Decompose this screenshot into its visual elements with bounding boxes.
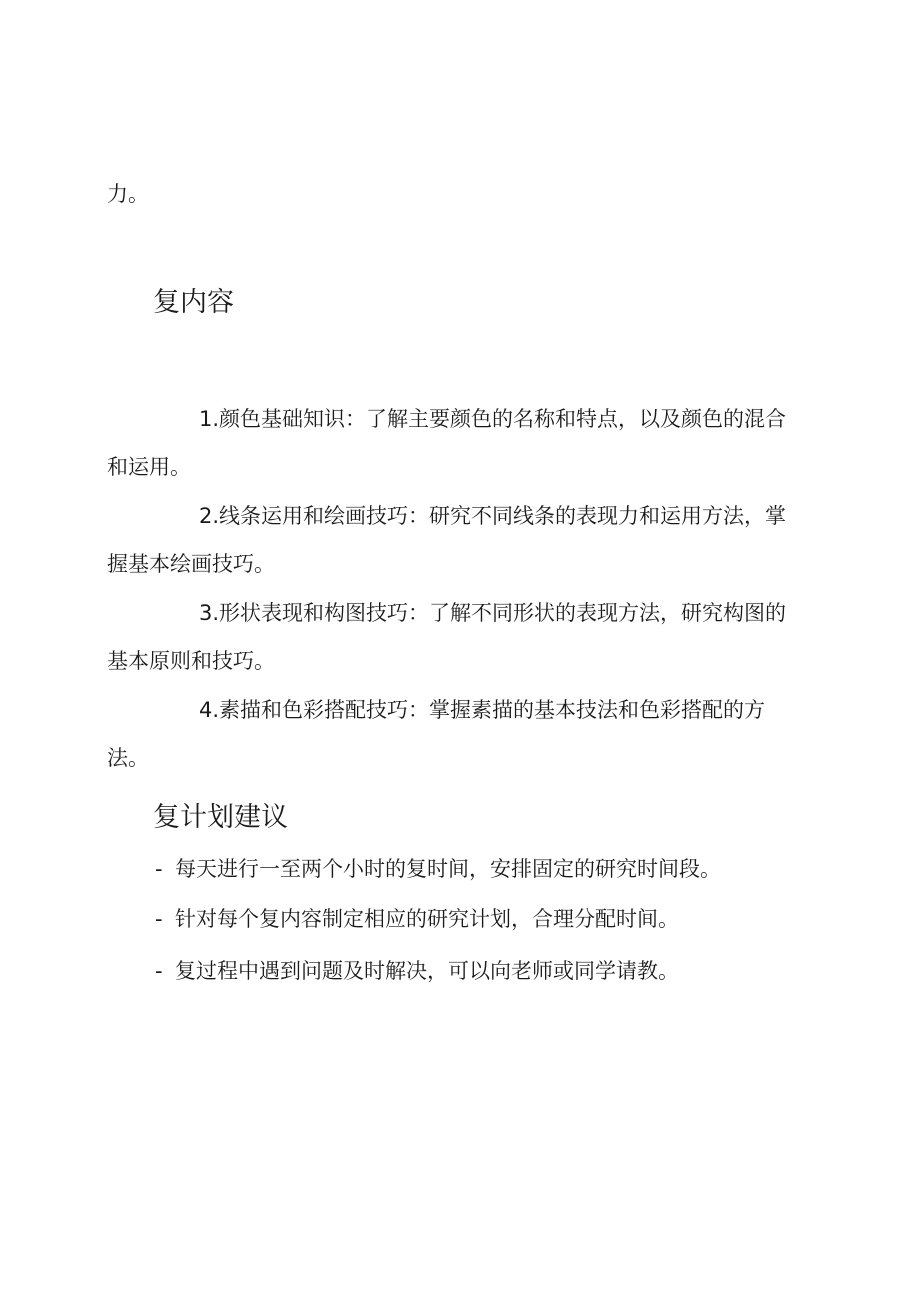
content-list-item bbox=[107, 686, 807, 782]
bullet-text: 复过程中遇到问题及时解决，可以向老师或同学请教。 bbox=[175, 959, 679, 983]
bullet-text: 每天进行一至两个小时的复时间，安排固定的研究时间段。 bbox=[175, 857, 721, 881]
list-item-text: .线条运用和绘画技巧：研究不同线条的表现力和运用方法，掌握基本绘画技巧。 bbox=[107, 504, 787, 576]
list-item-text: .颜色基础知识：了解主要颜色的名称和特点，以及颜色的混合和运用。 bbox=[107, 407, 787, 479]
section-heading-content: 复内容 bbox=[153, 287, 234, 318]
list-item-text: .形状表现和构图技巧：了解不同形状的表现方法，研究构图的基本原则和技巧。 bbox=[107, 601, 787, 673]
list-item-number: 3 bbox=[199, 601, 213, 625]
bullet-marker: - bbox=[155, 959, 163, 983]
content-list-item bbox=[107, 492, 807, 588]
plan-bullet-item bbox=[155, 853, 721, 885]
bullet-marker: - bbox=[155, 857, 163, 881]
content-list-item bbox=[107, 589, 807, 685]
bullet-text: 针对每个复内容制定相应的研究计划，合理分配时间。 bbox=[175, 907, 679, 931]
list-item-number: 2 bbox=[199, 504, 213, 528]
bullet-marker: - bbox=[155, 907, 163, 931]
plan-bullet-item bbox=[155, 955, 679, 987]
content-list-item bbox=[107, 395, 807, 491]
section-heading-plan: 复计划建议 bbox=[153, 802, 288, 833]
list-item-number: 4 bbox=[199, 698, 213, 722]
continuation-text: 力。 bbox=[107, 182, 149, 206]
list-item-text: .素描和色彩搭配技巧：掌握素描的基本技法和色彩搭配的方法。 bbox=[107, 698, 766, 770]
plan-bullet-item bbox=[155, 903, 679, 935]
list-item-number: 1 bbox=[199, 407, 213, 431]
